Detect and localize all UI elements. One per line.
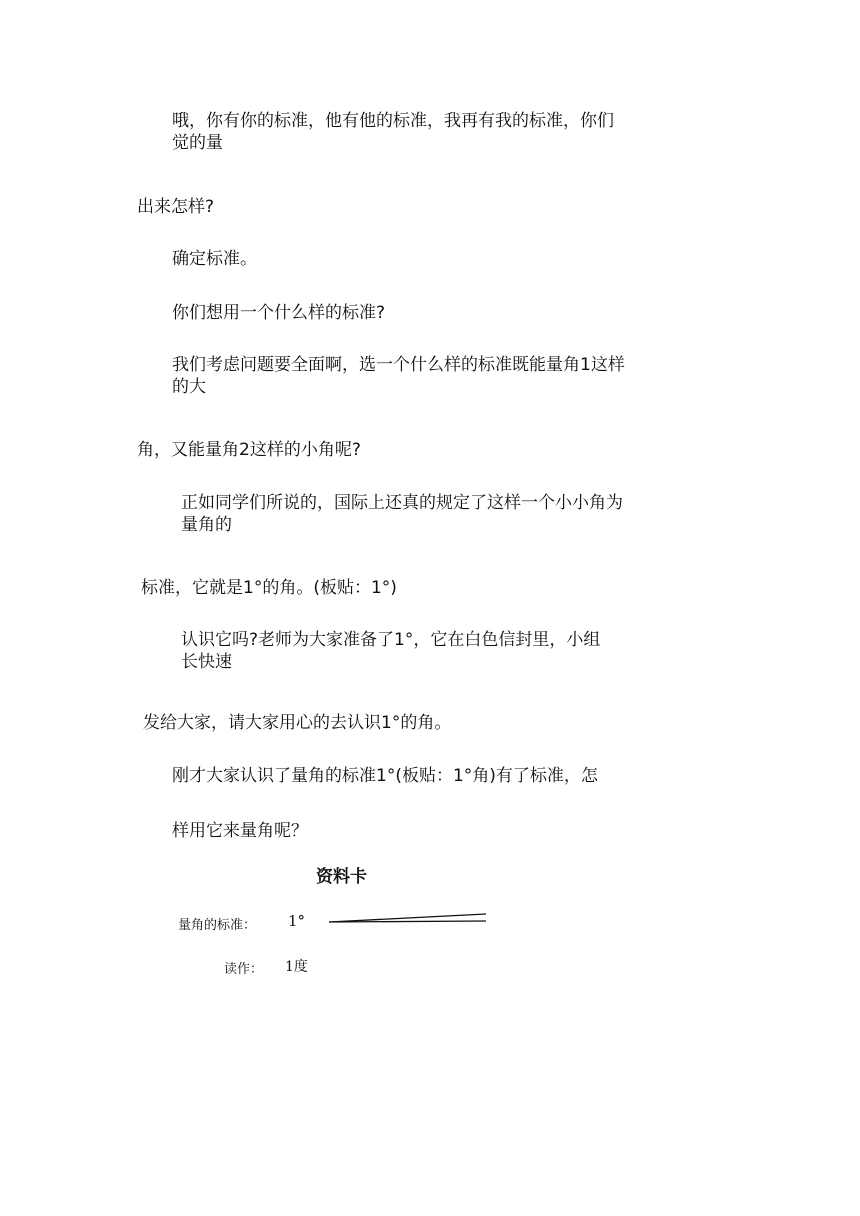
standard-value: 1° bbox=[288, 912, 306, 930]
paragraph-line: 确定标准。 bbox=[172, 249, 257, 269]
paragraph-line: 你们想用一个什么样的标准? bbox=[172, 303, 386, 323]
paragraph-line: 量角的 bbox=[181, 515, 232, 535]
paragraph-line: 刚才大家认识了量角的标准1°(板贴：1°角)有了标准，怎 bbox=[172, 766, 598, 786]
one-degree-angle-icon bbox=[326, 910, 490, 930]
paragraph-line: 标准，它就是1°的角。(板贴：1°) bbox=[141, 578, 397, 598]
paragraph-line: 出来怎样? bbox=[137, 197, 215, 217]
paragraph-line: 正如同学们所说的，国际上还真的规定了这样一个小小角为 bbox=[181, 493, 623, 513]
card-title: 资料卡 bbox=[316, 867, 367, 887]
paragraph-line: 认识它吗?老师为大家准备了1°，它在白色信封里，小组 bbox=[181, 630, 601, 650]
paragraph-line: 觉的量 bbox=[172, 133, 223, 153]
paragraph-line: 的大 bbox=[172, 377, 206, 397]
paragraph-line: 我们考虑问题要全面啊，选一个什么样的标准既能量角1这样 bbox=[172, 355, 625, 375]
paragraph-line: 哦，你有你的标准，他有他的标准，我再有我的标准，你们 bbox=[172, 111, 614, 131]
paragraph-line: 角，又能量角2这样的小角呢? bbox=[137, 440, 361, 460]
paragraph-line: 长快速 bbox=[181, 652, 232, 672]
standard-label: 量角的标准： bbox=[178, 918, 257, 933]
read-label: 读作： bbox=[224, 962, 264, 977]
paragraph-line: 发给大家，请大家用心的去认识1°的角。 bbox=[143, 713, 452, 733]
read-value: 1度 bbox=[285, 959, 308, 975]
paragraph-line: 样用它来量角呢？ bbox=[172, 821, 308, 841]
